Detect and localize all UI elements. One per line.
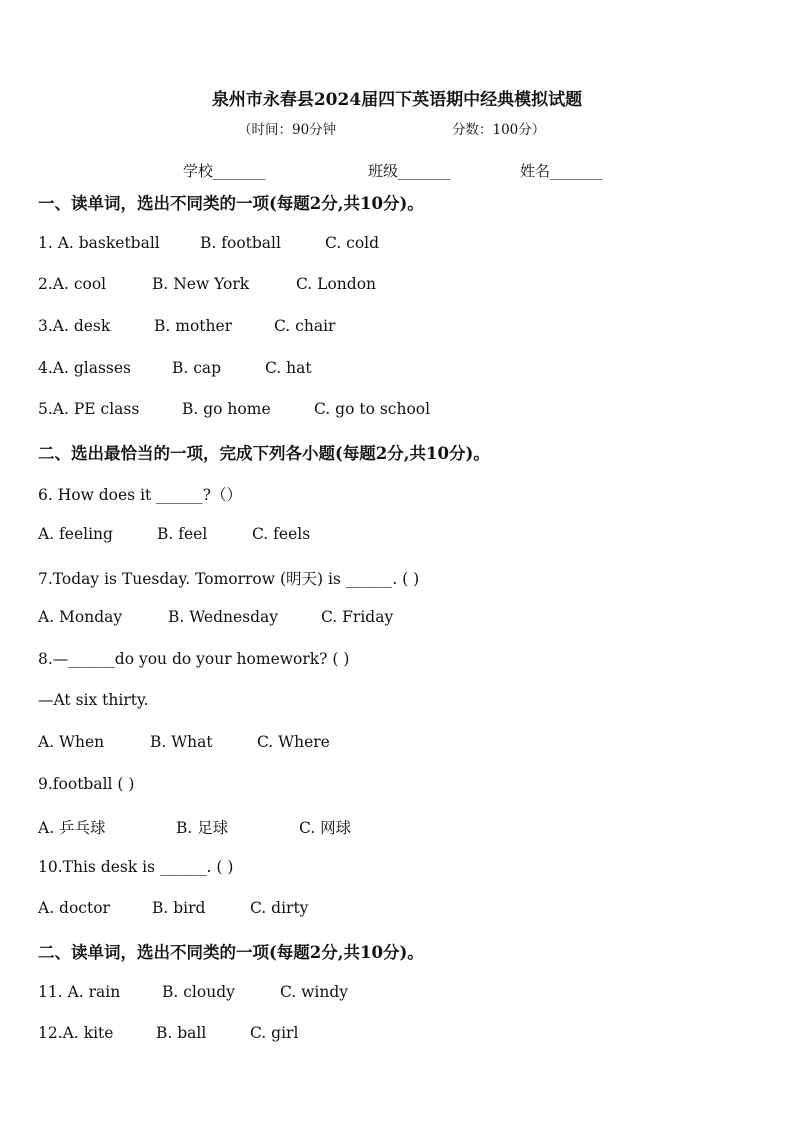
option-a: 1. A. basketball xyxy=(38,234,160,252)
option-c: C. Where xyxy=(257,733,330,751)
option-c: C. London xyxy=(296,275,377,293)
option-b: B. cloudy xyxy=(162,983,235,1001)
class-field: 班级_______ xyxy=(368,162,451,180)
option-c: C. Friday xyxy=(321,608,394,626)
question-7-stem: 7.Today is Tuesday. Tomorrow (明天) is ______. ( ) xyxy=(38,570,420,588)
score-label: 分数：100分） xyxy=(452,122,546,138)
option-b: B. ball xyxy=(156,1024,207,1042)
time-label: （时间：90分钟 xyxy=(238,122,337,138)
option-a: A. feeling xyxy=(38,525,113,543)
option-b: B. cap xyxy=(172,359,222,377)
question-8-reply: —At six thirty. xyxy=(38,691,149,709)
option-a: 12.A. kite xyxy=(38,1024,114,1042)
option-c: C. feels xyxy=(252,525,311,543)
option-c: C. hat xyxy=(265,359,312,377)
option-c: C. dirty xyxy=(250,899,309,917)
section-1-heading: 一、读单词，选出不同类的一项(每题2分,共10分)。 xyxy=(38,194,424,213)
option-b: B. 足球 xyxy=(176,819,229,837)
question-6-stem: 6. How does it ______?（） xyxy=(38,486,242,504)
name-field: 姓名_______ xyxy=(520,162,603,180)
school-field: 学校_______ xyxy=(183,162,266,180)
option-a: 11. A. rain xyxy=(38,983,121,1001)
option-b: B. Wednesday xyxy=(168,608,279,626)
option-b: B. What xyxy=(150,733,213,751)
option-a: 3.A. desk xyxy=(38,317,111,335)
option-b: B. go home xyxy=(182,400,271,418)
option-a: A. When xyxy=(38,733,105,751)
option-a: 5.A. PE class xyxy=(38,400,140,418)
option-b: B. feel xyxy=(157,525,208,543)
section-2-heading: 二、选出最恰当的一项，完成下列各小题(每题2分,共10分)。 xyxy=(38,444,490,463)
option-c: C. cold xyxy=(325,234,380,252)
page-title: 泉州市永春县2024届四下英语期中经典模拟试题 xyxy=(211,90,583,110)
question-9-stem: 9.football ( ) xyxy=(38,775,135,793)
section-3-heading: 二、读单词，选出不同类的一项(每题2分,共10分)。 xyxy=(38,943,424,962)
option-b: B. mother xyxy=(154,317,233,335)
option-a: A. 乒乓球 xyxy=(38,819,106,837)
option-a: A. doctor xyxy=(38,899,110,917)
option-c: C. chair xyxy=(274,317,336,335)
option-b: B. New York xyxy=(152,275,250,293)
option-b: B. bird xyxy=(152,899,206,917)
question-10-stem: 10.This desk is ______. ( ) xyxy=(38,858,234,876)
option-a: 2.A. cool xyxy=(38,275,107,293)
option-a: A. Monday xyxy=(38,608,123,626)
option-c: C. 网球 xyxy=(299,819,352,837)
option-b: B. football xyxy=(200,234,281,252)
option-c: C. girl xyxy=(250,1024,299,1042)
question-8-stem: 8.—______do you do your homework? ( ) xyxy=(38,650,350,668)
option-a: 4.A. glasses xyxy=(38,359,131,377)
option-c: C. windy xyxy=(280,983,349,1001)
option-c: C. go to school xyxy=(314,400,431,418)
